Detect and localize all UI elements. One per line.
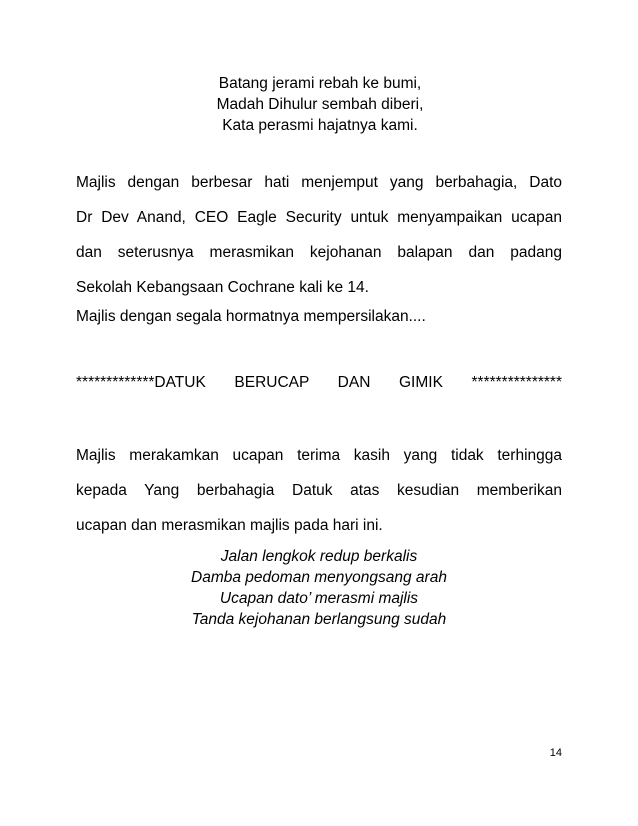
paragraph-line: Majlis dengan segala hormatnya mempersilakan.... bbox=[76, 308, 426, 325]
paragraph-line: ucapan dan merasmikan majlis pada hari ini. bbox=[76, 517, 383, 534]
pantun-line: Damba pedoman menyongsang arah bbox=[191, 569, 447, 586]
pantun-line: Batang jerami rebah ke bumi, bbox=[218, 75, 422, 92]
paragraph-line: Dr Dev Anand, CEO Eagle Security untuk menyampaikan ucapan bbox=[76, 209, 562, 226]
page-number: 14 bbox=[549, 747, 562, 759]
pantun-line: Ucapan dato’ merasmi majlis bbox=[219, 590, 419, 607]
paragraph-line: kepada Yang berbahagia Datuk atas kesudian memberikan bbox=[76, 482, 562, 499]
pantun-line: Kata perasmi hajatnya kami. bbox=[222, 117, 418, 134]
paragraph-line: dan seterusnya merasmikan kejohanan balapan dan padang bbox=[76, 244, 562, 261]
paragraph-line: Majlis merakamkan ucapan terima kasih yang tidak terhingga bbox=[76, 447, 562, 464]
paragraph-line: Majlis dengan berbesar hati menjemput yang berbahagia, Dato bbox=[76, 174, 562, 191]
invitation-paragraph bbox=[76, 172, 562, 299]
opening-pantun bbox=[0, 73, 638, 136]
closing-pantun bbox=[0, 546, 638, 630]
pantun-line: Tanda kejohanan berlangsung sudah bbox=[191, 611, 447, 628]
pantun-line: Jalan lengkok redup berkalis bbox=[220, 548, 418, 565]
paragraph-line: Sekolah Kebangsaan Cochrane kali ke 14. bbox=[76, 279, 369, 296]
pantun-line: Madah Dihulur sembah diberi, bbox=[216, 96, 424, 113]
welcome-paragraph bbox=[76, 306, 562, 328]
thanks-paragraph bbox=[76, 445, 562, 550]
stage-direction: *************DATUK BERUCAP DAN GIMIK *************** bbox=[76, 374, 562, 391]
